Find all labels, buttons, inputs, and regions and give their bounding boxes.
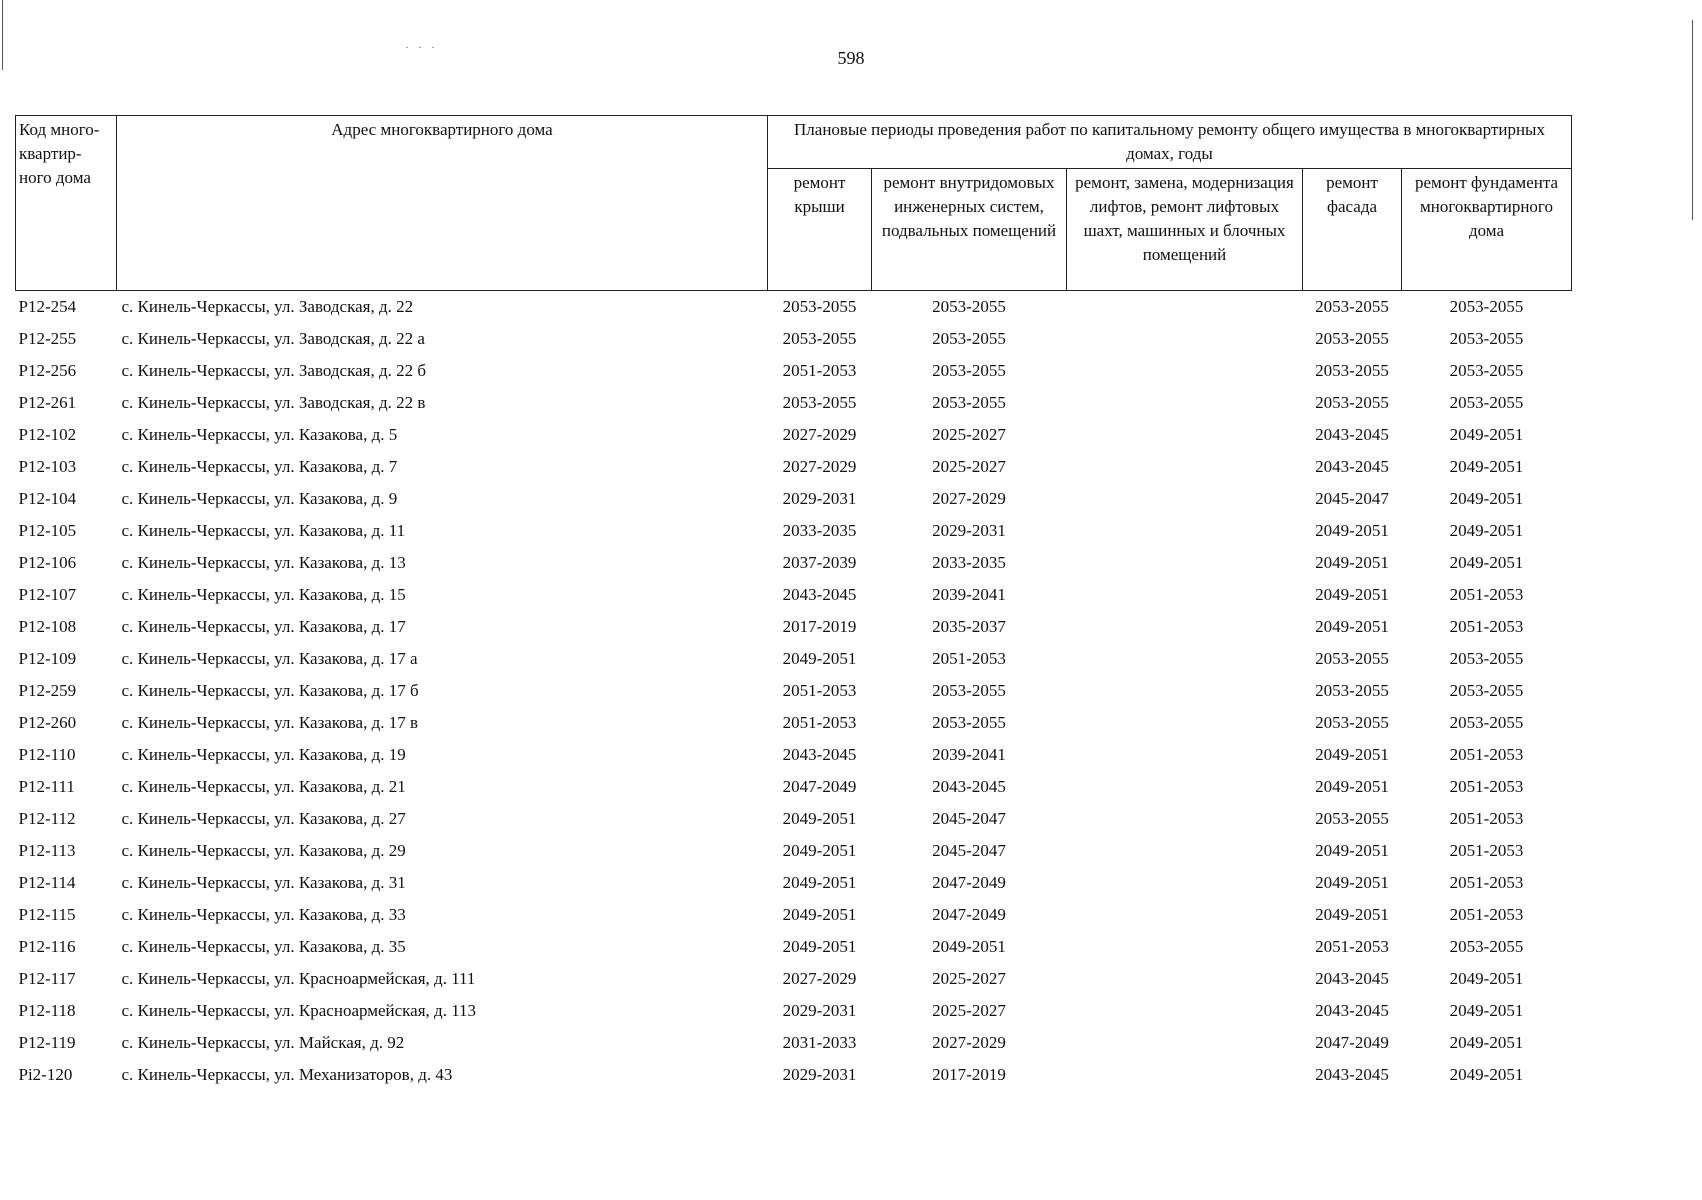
cell-address: с. Кинель-Черкассы, ул. Казакова, д. 17 а [121, 649, 418, 668]
cell-roof: 2051-2053 [782, 713, 857, 732]
cell-facade: 2049-2051 [1315, 585, 1389, 604]
cell-facade: 2049-2051 [1315, 905, 1389, 924]
cell-address: с. Кинель-Черкассы, ул. Казакова, д. 17 б [121, 681, 419, 700]
cell-facade: 2053-2055 [1315, 329, 1389, 348]
cell-code: Р12-109 [18, 649, 77, 668]
cell-code: Р12-102 [18, 425, 77, 444]
table-row [16, 643, 1572, 675]
cell-facade: 2053-2055 [1315, 681, 1389, 700]
cell-roof: 2049-2051 [782, 873, 857, 892]
cell-address: с. Кинель-Черкассы, ул. Казакова, д. 29 [121, 841, 406, 860]
cell-elevators [1067, 707, 1303, 739]
cell-foundation: 2049-2051 [1449, 1033, 1524, 1052]
cell-roof: 2027-2029 [782, 457, 857, 476]
cell-foundation: 2051-2053 [1449, 745, 1524, 764]
header-roof: ремонт крыши [768, 169, 872, 291]
cell-foundation: 2053-2055 [1449, 713, 1524, 732]
cell-facade: 2049-2051 [1315, 521, 1389, 540]
cell-facade: 2053-2055 [1315, 649, 1389, 668]
cell-facade: 2053-2055 [1315, 361, 1389, 380]
table-row [16, 419, 1572, 451]
table-row [16, 675, 1572, 707]
cell-elevators [1067, 547, 1303, 579]
cell-foundation: 2049-2051 [1449, 1001, 1524, 1020]
cell-code: Рi2-120 [18, 1065, 73, 1084]
cell-foundation: 2051-2053 [1449, 873, 1524, 892]
table-row [16, 291, 1572, 324]
header-address: Адрес многоквартирного дома [117, 116, 768, 291]
table-row [16, 547, 1572, 579]
cell-foundation: 2051-2053 [1449, 809, 1524, 828]
header-engineering: ремонт внутридомовых инженерных систем, подвальных помещений [872, 169, 1067, 291]
cell-code: Р12-260 [18, 713, 77, 732]
cell-elevators [1067, 803, 1303, 835]
cell-roof: 2049-2051 [782, 841, 857, 860]
cell-code: Р12-111 [18, 777, 75, 796]
cell-elevators [1067, 1027, 1303, 1059]
table-body [16, 291, 1572, 1092]
cell-roof: 2029-2031 [782, 1001, 857, 1020]
cell-address: с. Кинель-Черкассы, ул. Казакова, д. 21 [121, 777, 406, 796]
cell-engineering: 2047-2049 [932, 905, 1006, 924]
cell-elevators [1067, 579, 1303, 611]
cell-code: Р12-113 [18, 841, 76, 860]
cell-elevators [1067, 611, 1303, 643]
table-row [16, 323, 1572, 355]
cell-address: с. Кинель-Черкассы, ул. Казакова, д. 33 [121, 905, 406, 924]
table-row [16, 1059, 1572, 1091]
page-number: 598 [837, 48, 865, 68]
table-row [16, 931, 1572, 963]
table-row [16, 1027, 1572, 1059]
cell-foundation: 2053-2055 [1449, 329, 1524, 348]
table-row [16, 867, 1572, 899]
capital-repair-table-wrap [15, 115, 1572, 1091]
cell-address: с. Кинель-Черкассы, ул. Казакова, д. 15 [121, 585, 406, 604]
cell-code: Р12-108 [18, 617, 77, 636]
cell-code: Р12-104 [18, 489, 77, 508]
cell-elevators [1067, 899, 1303, 931]
cell-code: Р12-259 [18, 681, 77, 700]
cell-facade: 2053-2055 [1315, 393, 1389, 412]
cell-facade: 2043-2045 [1315, 1065, 1389, 1084]
cell-address: с. Кинель-Черкассы, ул. Казакова, д. 11 [121, 521, 406, 540]
cell-facade: 2049-2051 [1315, 841, 1389, 860]
cell-engineering: 2051-2053 [932, 649, 1006, 668]
cell-foundation: 2053-2055 [1449, 649, 1524, 668]
table-row [16, 803, 1572, 835]
cell-address: с. Кинель-Черкассы, ул. Заводская, д. 22 [121, 297, 414, 316]
cell-elevators [1067, 931, 1303, 963]
cell-engineering: 2045-2047 [932, 809, 1006, 828]
table-row [16, 451, 1572, 483]
cell-elevators [1067, 291, 1303, 324]
cell-code: Р12-105 [18, 521, 77, 540]
table-row [16, 899, 1572, 931]
cell-elevators [1067, 835, 1303, 867]
cell-elevators [1067, 419, 1303, 451]
cell-roof: 2029-2031 [782, 489, 857, 508]
cell-roof: 2047-2049 [782, 777, 857, 796]
cell-elevators [1067, 323, 1303, 355]
capital-repair-table [15, 115, 1572, 1091]
cell-roof: 2049-2051 [782, 937, 857, 956]
cell-engineering: 2053-2055 [932, 393, 1006, 412]
cell-engineering: 2053-2055 [932, 329, 1006, 348]
cell-roof: 2051-2053 [782, 681, 857, 700]
cell-address: с. Кинель-Черкассы, ул. Казакова, д. 5 [121, 425, 398, 444]
cell-foundation: 2051-2053 [1449, 585, 1524, 604]
cell-foundation: 2049-2051 [1449, 425, 1524, 444]
cell-code: Р12-112 [18, 809, 76, 828]
cell-code: Р12-103 [18, 457, 77, 476]
cell-foundation: 2049-2051 [1449, 457, 1524, 476]
cell-elevators [1067, 739, 1303, 771]
cell-elevators [1067, 643, 1303, 675]
cell-foundation: 2053-2055 [1449, 937, 1524, 956]
cell-facade: 2049-2051 [1315, 777, 1389, 796]
table-row [16, 579, 1572, 611]
cell-elevators [1067, 483, 1303, 515]
table-row [16, 355, 1572, 387]
cell-foundation: 2049-2051 [1449, 1065, 1524, 1084]
cell-engineering: 2053-2055 [932, 681, 1006, 700]
cell-elevators [1067, 771, 1303, 803]
cell-address: с. Кинель-Черкассы, ул. Казакова, д. 27 [121, 809, 406, 828]
cell-roof: 2027-2029 [782, 969, 857, 988]
cell-engineering: 2025-2027 [932, 425, 1006, 444]
cell-engineering: 2025-2027 [932, 1001, 1006, 1020]
cell-roof: 2051-2053 [782, 361, 857, 380]
cell-elevators [1067, 963, 1303, 995]
cell-facade: 2049-2051 [1315, 873, 1389, 892]
cell-address: с. Кинель-Черкассы, ул. Казакова, д. 9 [121, 489, 398, 508]
cell-foundation: 2053-2055 [1449, 361, 1524, 380]
cell-engineering: 2025-2027 [932, 457, 1006, 476]
cell-facade: 2053-2055 [1315, 297, 1389, 316]
cell-code: Р12-117 [18, 969, 76, 988]
cell-code: Р12-110 [18, 745, 76, 764]
header-elevators: ремонт, замена, модернизация лифтов, ремонт лифтовых шахт, машинных и блочных помещений [1067, 169, 1303, 291]
cell-roof: 2029-2031 [782, 1065, 857, 1084]
cell-engineering: 2053-2055 [932, 713, 1006, 732]
cell-address: с. Кинель-Черкассы, ул. Казакова, д. 31 [121, 873, 406, 892]
header-periods: Плановые периоды проведения работ по капитальному ремонту общего имущества в многоквартирных домах, годы [768, 116, 1572, 169]
table-row [16, 835, 1572, 867]
cell-address: с. Кинель-Черкассы, ул. Казакова, д. 35 [121, 937, 406, 956]
cell-foundation: 2049-2051 [1449, 553, 1524, 572]
cell-engineering: 2017-2019 [932, 1065, 1006, 1084]
cell-foundation: 2051-2053 [1449, 777, 1524, 796]
cell-address: с. Кинель-Черкассы, ул. Казакова, д. 19 [121, 745, 406, 764]
cell-address: с. Кинель-Черкассы, ул. Красноармейская, д. 111 [121, 969, 476, 988]
cell-address: с. Кинель-Черкассы, ул. Казакова, д. 7 [121, 457, 398, 476]
table-row [16, 611, 1572, 643]
cell-code: Р12-115 [18, 905, 76, 924]
table-row [16, 515, 1572, 547]
cell-facade: 2043-2045 [1315, 425, 1389, 444]
cell-facade: 2043-2045 [1315, 457, 1389, 476]
cell-facade: 2051-2053 [1315, 937, 1389, 956]
cell-engineering: 2027-2029 [932, 489, 1006, 508]
cell-code: Р12-118 [18, 1001, 76, 1020]
cell-roof: 2053-2055 [782, 329, 857, 348]
cell-engineering: 2027-2029 [932, 1033, 1006, 1052]
cell-code: Р12-256 [18, 361, 77, 380]
header-facade: ремонт фасада [1303, 169, 1402, 291]
cell-address: с. Кинель-Черкассы, ул. Майская, д. 92 [121, 1033, 405, 1052]
cell-roof: 2017-2019 [782, 617, 857, 636]
cell-elevators [1067, 1059, 1303, 1091]
table-row [16, 739, 1572, 771]
cell-code: Р12-261 [18, 393, 77, 412]
cell-engineering: 2039-2041 [932, 745, 1006, 764]
table-row [16, 771, 1572, 803]
cell-code: Р12-119 [18, 1033, 76, 1052]
cell-foundation: 2051-2053 [1449, 905, 1524, 924]
cell-engineering: 2039-2041 [932, 585, 1006, 604]
cell-code: Р12-255 [18, 329, 77, 348]
cell-roof: 2049-2051 [782, 649, 857, 668]
scan-noise-dots: · · · [405, 40, 438, 54]
cell-elevators [1067, 867, 1303, 899]
cell-address: с. Кинель-Черкассы, ул. Заводская, д. 22 в [121, 393, 426, 412]
cell-foundation: 2049-2051 [1449, 969, 1524, 988]
cell-roof: 2033-2035 [782, 521, 857, 540]
cell-roof: 2049-2051 [782, 905, 857, 924]
header-code: Код много-квартир-ного дома [16, 116, 117, 291]
table-row [16, 707, 1572, 739]
cell-facade: 2053-2055 [1315, 809, 1389, 828]
cell-roof: 2053-2055 [782, 297, 857, 316]
cell-foundation: 2049-2051 [1449, 489, 1524, 508]
cell-roof: 2043-2045 [782, 585, 857, 604]
cell-elevators [1067, 995, 1303, 1027]
cell-engineering: 2053-2055 [932, 361, 1006, 380]
cell-engineering: 2045-2047 [932, 841, 1006, 860]
cell-foundation: 2053-2055 [1449, 297, 1524, 316]
cell-engineering: 2029-2031 [932, 521, 1006, 540]
cell-engineering: 2043-2045 [932, 777, 1006, 796]
cell-elevators [1067, 515, 1303, 547]
cell-facade: 2049-2051 [1315, 553, 1389, 572]
cell-facade: 2053-2055 [1315, 713, 1389, 732]
table-row [16, 387, 1572, 419]
cell-roof: 2053-2055 [782, 393, 857, 412]
cell-engineering: 2053-2055 [932, 297, 1006, 316]
cell-foundation: 2053-2055 [1449, 681, 1524, 700]
cell-code: Р12-114 [18, 873, 76, 892]
cell-address: с. Кинель-Черкассы, ул. Казакова, д. 13 [121, 553, 406, 572]
cell-roof: 2037-2039 [782, 553, 857, 572]
cell-roof: 2027-2029 [782, 425, 857, 444]
cell-code: Р12-116 [18, 937, 76, 956]
cell-engineering: 2035-2037 [932, 617, 1006, 636]
cell-engineering: 2025-2027 [932, 969, 1006, 988]
cell-roof: 2043-2045 [782, 745, 857, 764]
cell-foundation: 2049-2051 [1449, 521, 1524, 540]
table-row [16, 483, 1572, 515]
cell-elevators [1067, 355, 1303, 387]
cell-facade: 2049-2051 [1315, 617, 1389, 636]
cell-elevators [1067, 451, 1303, 483]
cell-elevators [1067, 675, 1303, 707]
cell-roof: 2049-2051 [782, 809, 857, 828]
cell-engineering: 2047-2049 [932, 873, 1006, 892]
table-row [16, 963, 1572, 995]
cell-foundation: 2051-2053 [1449, 841, 1524, 860]
cell-address: с. Кинель-Черкассы, ул. Красноармейская, д. 113 [121, 1001, 477, 1020]
table-header [16, 116, 1572, 291]
cell-facade: 2045-2047 [1315, 489, 1389, 508]
cell-facade: 2043-2045 [1315, 969, 1389, 988]
cell-foundation: 2053-2055 [1449, 393, 1524, 412]
cell-facade: 2047-2049 [1315, 1033, 1389, 1052]
cell-code: Р12-106 [18, 553, 77, 572]
cell-code: Р12-107 [18, 585, 77, 604]
table-row [16, 995, 1572, 1027]
cell-roof: 2031-2033 [782, 1033, 857, 1052]
cell-foundation: 2051-2053 [1449, 617, 1524, 636]
cell-facade: 2043-2045 [1315, 1001, 1389, 1020]
cell-address: с. Кинель-Черкассы, ул. Механизаторов, д. 43 [121, 1065, 453, 1084]
cell-address: с. Кинель-Черкассы, ул. Заводская, д. 22 б [121, 361, 427, 380]
cell-address: с. Кинель-Черкассы, ул. Заводская, д. 22 а [121, 329, 425, 348]
cell-facade: 2049-2051 [1315, 745, 1389, 764]
cell-engineering: 2049-2051 [932, 937, 1006, 956]
cell-address: с. Кинель-Черкассы, ул. Казакова, д. 17 в [121, 713, 419, 732]
cell-address: с. Кинель-Черкассы, ул. Казакова, д. 17 [121, 617, 406, 636]
header-foundation: ремонт фундамента многоквартирного дома [1402, 169, 1572, 291]
cell-code: Р12-254 [18, 297, 77, 316]
cell-engineering: 2033-2035 [932, 553, 1006, 572]
cell-elevators [1067, 387, 1303, 419]
